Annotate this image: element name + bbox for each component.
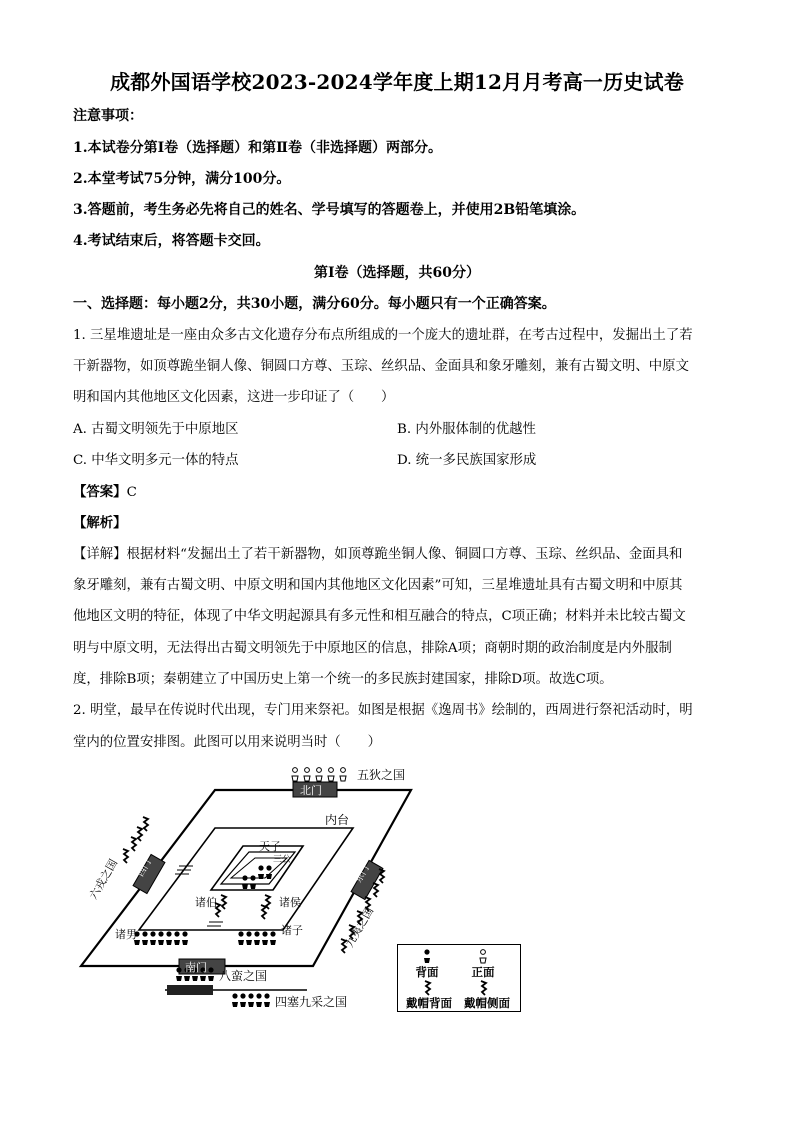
far-state-figures — [232, 993, 270, 1007]
label-zhubo: 诸伯 — [195, 896, 217, 909]
label-tianzi: 天子 — [259, 840, 281, 853]
label-zhunan: 诸男 — [115, 928, 137, 941]
west-figures — [123, 817, 148, 863]
q1-analysis-tag: 【解析】 — [73, 515, 127, 531]
notice-heading: 注意事项： — [73, 108, 143, 124]
north-figures — [292, 768, 346, 781]
notice-item-2: 2.本堂考试75分钟，满分100分。 — [73, 171, 291, 187]
legend-front-label: 正面 — [471, 965, 495, 979]
label-sangong: 三公 — [273, 855, 292, 865]
q1-line-2: 干新器物，如顶尊跪坐铜人像、铜圆口方尊、玉琮、丝织品、金面具和象牙雕刻，兼有古蜀文明、中原文 — [73, 359, 689, 374]
section-instruction: 一、选择题：每小题2分，共30小题，满分60分。每小题只有一个正确答案。 — [73, 296, 556, 312]
q1-detail-4: 明与中原文明，无法得出古蜀文明领先于中原地区的信息，排除A项；商朝时期的政治制度是内外服制 — [73, 641, 672, 656]
label-west-gate: 西门 — [135, 858, 154, 879]
legend-hat-back-label: 戴帽背面 — [406, 996, 452, 1010]
q2-line-2: 堂内的位置安排图。此图可以用来说明当时（ ） — [73, 735, 381, 750]
q1-option-c: C. 中华文明多元一体的特点 — [73, 453, 239, 468]
q1-detail-3: 他地区文明的特征，体现了中华文明起源具有多元性和相互融合的特点，C项正确；材料并未比较古蜀文 — [73, 609, 686, 624]
section-title: 第Ⅰ卷（选择题，共60分） — [313, 265, 481, 281]
label-north-state: 五狄之国 — [357, 768, 406, 782]
label-zhuhou: 诸侯 — [279, 896, 301, 909]
q1-line-3: 明和国内其他地区文化因素，这进一步印证了（ ） — [73, 390, 395, 405]
answer-tag: 【答案】 — [73, 484, 127, 500]
label-zhuzi: 诸子 — [281, 924, 303, 937]
sangong-figures — [242, 865, 272, 889]
label-south-state: 八蛮之国 — [219, 969, 268, 983]
answer-value: C — [126, 485, 137, 500]
q1-line-1: 1. 三星堆遗址是一座由众多古文化遗存分布点所组成的一个庞大的遗址群，在考古过程中，发掘出土了若 — [73, 328, 693, 343]
q1-detail-1: 【详解】根据材料“发掘出土了若干新器物，如顶尊跪坐铜人像、铜圆口方尊、玉琮、丝织品、金面具和 — [73, 547, 683, 562]
zhuhou-figures — [261, 895, 270, 919]
notice-item-1: 1.本试卷分第Ⅰ卷（选择题）和第Ⅱ卷（非选择题）两部分。 — [73, 140, 442, 156]
legend-back-label: 背面 — [415, 965, 439, 979]
label-east-state: 九夷之国 — [342, 905, 377, 950]
q1-option-a: A. 古蜀文明领先于中原地区 — [73, 422, 239, 437]
q1-detail-2: 象牙雕刻，兼有古蜀文明、中原文明和国内其他地区文化因素”可知，三星堆遗址具有古蜀文明和中原其 — [73, 578, 683, 593]
q1-option-b: B. 内外服体制的优越性 — [397, 422, 536, 437]
zhunan-figures — [134, 931, 188, 945]
label-east-gate: 东门 — [353, 864, 372, 885]
q1-option-d: D. 统一多民族国家形成 — [397, 453, 537, 468]
q2-line-1: 2. 明堂，最早在传说时代出现，专门用来祭祀。如图是根据《逸周书》绘制的，西周进行祭祀活动时，明 — [73, 703, 693, 718]
notice-item-4: 4.考试结束后，将答题卡交回。 — [73, 233, 270, 249]
label-north-gate: 北门 — [300, 784, 322, 797]
legend-front-icon — [480, 950, 486, 963]
legend-hat-side-label: 戴帽侧面 — [464, 996, 510, 1010]
label-south-gate: 南门 — [185, 961, 207, 974]
label-inner-platform: 内台 — [325, 813, 350, 827]
outer-gate — [167, 985, 213, 995]
legend-hat-back-icon — [425, 981, 430, 995]
zhuzi-figures — [238, 931, 276, 945]
notice-item-3: 3.答题前，考生务必先将自己的姓名、学号填写的答题卷上，并使用2B铅笔填涂。 — [73, 202, 586, 218]
label-west-state: 六戎之国 — [86, 857, 121, 902]
legend-back-icon — [424, 949, 430, 963]
legend-hat-side-icon — [481, 981, 486, 995]
q1-detail-5: 度，排除B项；秦朝建立了中国历史上第一个统一的多民族封建国家，排除D项。故选C项。 — [73, 672, 613, 687]
q1-answer — [73, 482, 733, 503]
label-far-state: 四塞九采之国 — [275, 995, 348, 1009]
page-title: 成都外国语学校2023-2024学年度上期12月月考高一历史试卷 — [110, 70, 684, 94]
diagram-legend — [397, 944, 521, 1012]
